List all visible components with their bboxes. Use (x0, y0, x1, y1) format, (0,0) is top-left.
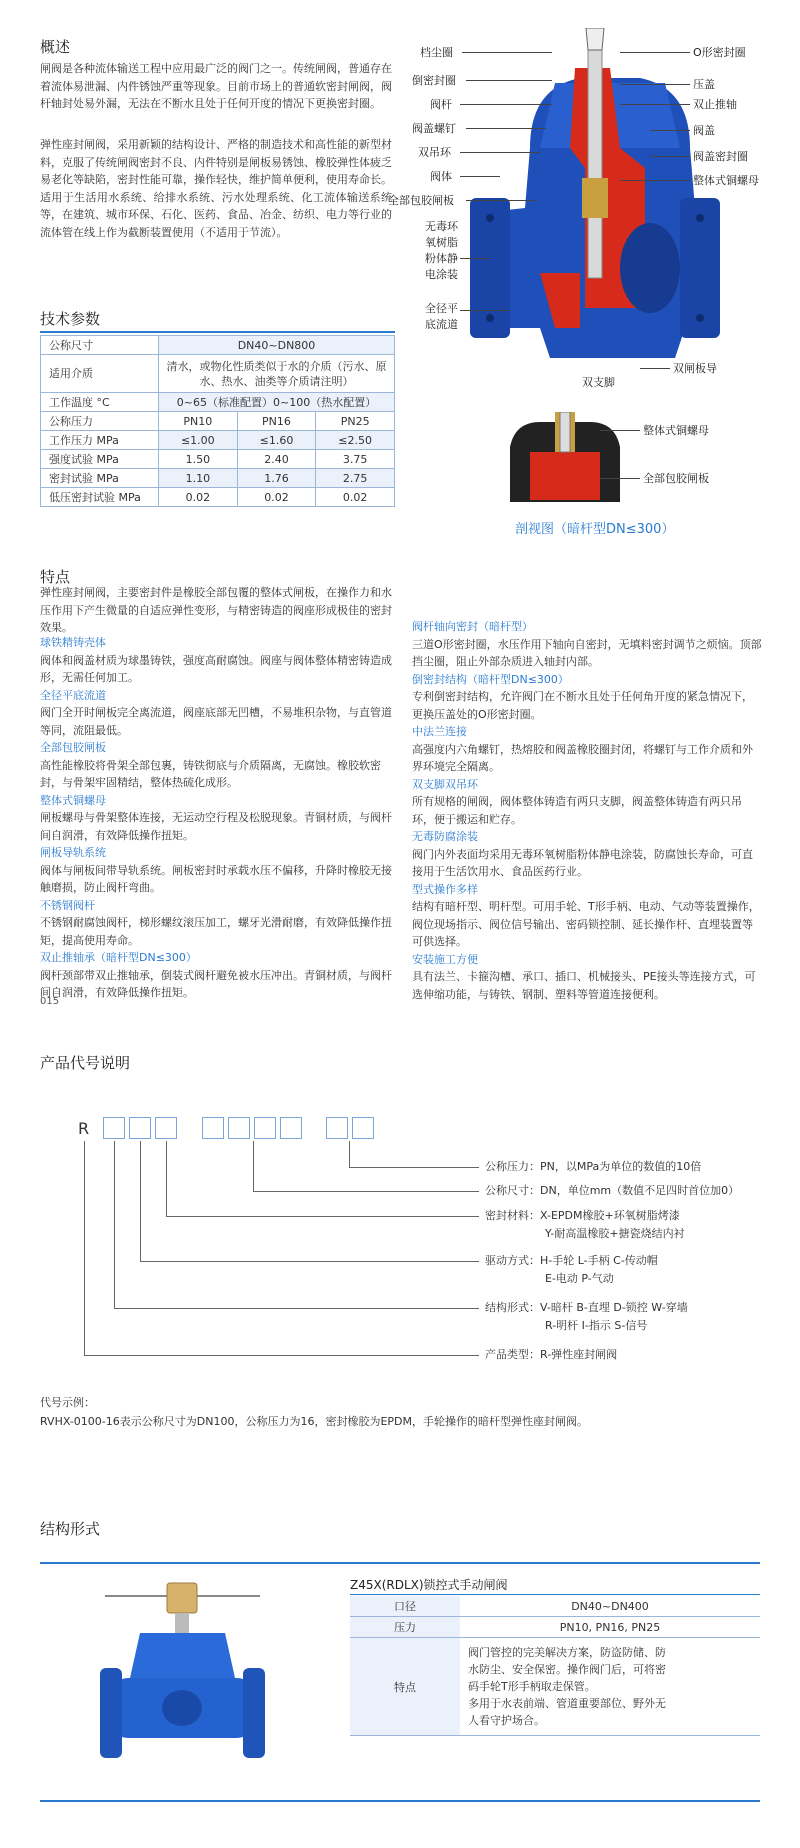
specs-cell: 1.10 (159, 469, 238, 488)
code-connector (140, 1141, 141, 1261)
valve-cutaway-illustration (470, 28, 720, 388)
feature-heading: 阀杆轴向密封（暗杆型） (412, 620, 533, 633)
code-legend-row: 产品类型：R-弹性座封闸阀 (485, 1348, 618, 1361)
specs-cell: PN25 (316, 412, 395, 431)
callout-label: 双吊环 (418, 146, 451, 159)
callout-label: 阀盖密封圈 (693, 150, 748, 163)
specs-label: 低压密封试验 MPa (41, 488, 159, 507)
specs-cell: 0~65（标准配置）0~100（热水配置） (159, 393, 395, 412)
callout-label: 电涂装 (425, 268, 458, 281)
feature-text: 高强度内六角螺钉，热熔胶和阀盖橡胶圈封闭，将螺钉与工作介质和外界环境完全隔离。 (412, 742, 753, 773)
code-box (254, 1117, 276, 1139)
specs-label: 强度试验 MPa (41, 450, 159, 469)
section-view-illustration (505, 412, 625, 512)
specs-row (41, 450, 395, 469)
model-key: 口径 (350, 1596, 460, 1617)
feature-text: 所有规格的闸阀，阀体整体铸造有两只支脚，阀盖整体铸造有两只吊环，便于搬运和贮存。 (412, 795, 742, 826)
callout-leader (650, 130, 690, 131)
callout-leader (460, 104, 552, 105)
code-legend-row: 结构形式：V-暗杆 B-直埋 D-锁控 W-穿墙 (485, 1301, 688, 1314)
page-number: 015 (40, 996, 60, 1007)
locking-gate-valve-illustration (95, 1568, 270, 1768)
feature-heading: 型式操作多样 (412, 882, 478, 896)
feature-text: 阀体和阀盖材质为球墨铸铁，强度高耐腐蚀。阀座与阀体整体精密铸造成形，无需任何加工。 (40, 653, 392, 684)
specs-cell: DN40~DN800 (159, 336, 395, 355)
specs-label: 工作压力 MPa (41, 431, 159, 450)
specs-label: 适用介质 (41, 355, 159, 393)
code-title: 产品代号说明 (40, 1054, 131, 1072)
callout-leader (640, 368, 670, 369)
model-row (350, 1638, 760, 1736)
model-feature-line: 人看守护场合。 (468, 1714, 545, 1727)
feature-text: 专利倒密封结构，允许阀门在不断水且处于任何角开度的紧急情况下，更换压盖处的O形密封圈。 (412, 690, 753, 721)
code-connector (84, 1141, 85, 1355)
overview-paragraph-1: 闸阀是各种流体输送工程中应用最广泛的阀门之一。传统闸阀，普通存在着流体易泄漏、内件锈蚀严重等现象。目前市场上的普通软密封闸阀，阀杆轴封处易外漏，无法在不断水且处于任何开度的情况下更换密封圈。 (40, 62, 392, 110)
feature-text: 具有法兰、卡箍沟槽、承口、插口、机械接头、PE接头等连接方式，可选伸缩功能，与铸铁、钢制、塑料等管道连接便利。 (412, 970, 756, 1001)
specs-row (41, 355, 395, 393)
feature-heading: 倒密封结构（暗杆型DN≤300） (412, 672, 569, 686)
feature-heading: 双止推轴承（暗杆型DN≤300） (40, 951, 197, 964)
specs-cell: PN16 (237, 412, 316, 431)
overview-title: 概述 (40, 38, 71, 56)
code-legend-row: 密封材料：X-EPDM橡胶+环氧树脂烤漆 (485, 1209, 680, 1222)
code-connector (349, 1141, 350, 1167)
callout-leader (600, 478, 640, 479)
feature-text: 不锈钢耐腐蚀阀杆，梯形螺纹滚压加工，螺牙光滑耐磨，有效降低操作扭矩，提高使用寿命。 (40, 916, 392, 947)
diagram-caption: 剖视图（暗杆型DN≤300） (515, 522, 675, 537)
structure-title: 结构形式 (40, 1520, 101, 1538)
model-key: 特点 (350, 1638, 460, 1736)
specs-label: 公称尺寸 (41, 336, 159, 355)
callout-label: 压盖 (693, 78, 715, 91)
code-connector (166, 1141, 167, 1216)
model-feature-line: 多用于水表前端、管道重要部位、野外无 (468, 1697, 666, 1710)
code-connector (114, 1141, 115, 1308)
callout-leader (620, 104, 690, 105)
callout-leader (650, 156, 690, 157)
feature-heading: 全径平底流道 (40, 688, 106, 702)
code-box (155, 1117, 177, 1139)
callout-label: 双闸板导 (673, 362, 717, 375)
callout-label: 阀盖 (693, 124, 715, 137)
code-connector (349, 1167, 479, 1168)
callout-leader (620, 84, 690, 85)
callout-label: 双支脚 (582, 376, 615, 389)
model-table (350, 1596, 760, 1736)
model-feature-line: 码手轮T形手柄取走保管。 (468, 1680, 596, 1693)
code-box (103, 1117, 125, 1139)
callout-label: 全径平 (425, 302, 458, 315)
callout-label: 阀盖螺钉 (412, 122, 456, 135)
specs-cell: 0.02 (316, 488, 395, 507)
feature-heading: 双支脚双吊环 (412, 777, 478, 791)
code-legend-row: 公称尺寸：DN，单位mm（数值不足四时首位加0） (485, 1184, 740, 1197)
specs-cell: 3.75 (316, 450, 395, 469)
specs-cell: 2.75 (316, 469, 395, 488)
specs-rule (40, 331, 395, 333)
specs-cell: ≤1.60 (237, 431, 316, 450)
feature-heading: 全部包胶闸板 (40, 741, 106, 754)
specs-row (41, 469, 395, 488)
specs-cell: 1.50 (159, 450, 238, 469)
code-connector (253, 1191, 479, 1192)
model-feature-line: 阀门管控的完美解决方案，防盗防储、防 (468, 1646, 666, 1659)
callout-leader (462, 52, 552, 53)
code-box (129, 1117, 151, 1139)
overview-paragraph-2: 弹性座封闸阀，采用新颖的结构设计、严格的制造技术和高性能的新型材料，克服了传统闸阀密封不良、内件特别是闸板易锈蚀、橡胶弹性体疲乏易老化等缺陷，密封性能可靠，操作轻快，维护简单便利，使用寿命长。适用于生活用水系统、给排水系统、污水处理系统、化工流体输送系统等，在建筑、城市环保、石化、医药、食品、冶金、纺织、电力等行业的流体管在线上作为截断装置使用（不适用于节流）。 (40, 138, 392, 239)
callout-label: 整体式铜螺母 (693, 174, 759, 187)
model-value: DN40~DN400 (460, 1596, 760, 1617)
model-rule (350, 1594, 760, 1595)
code-legend-row: 驱动方式：H-手轮 L-手柄 C-传动帽 (485, 1254, 658, 1267)
structure-top-rule (40, 1562, 760, 1564)
features-intro: 弹性座封闸阀，主要密封件是橡胶全部包覆的整体式闸板，在操作力和水压作用下产生微量的自适应弹性变形，与精密铸造的阀座形成极佳的密封效果。 (40, 586, 392, 634)
feature-heading: 整体式铜螺母 (40, 793, 106, 807)
code-connector (166, 1216, 479, 1217)
callout-leader (466, 80, 552, 81)
specs-row (41, 431, 395, 450)
feature-heading: 不锈钢阀杆 (40, 898, 95, 912)
code-box (280, 1117, 302, 1139)
feature-heading: 安装施工方便 (412, 952, 478, 966)
specs-label: 密封试验 MPa (41, 469, 159, 488)
code-connector (140, 1261, 479, 1262)
callout-label: 氧树脂 (425, 236, 458, 249)
callout-leader (460, 152, 540, 153)
specs-row (41, 393, 395, 412)
specs-cell: PN10 (159, 412, 238, 431)
specs-label: 公称压力 (41, 412, 159, 431)
callout-leader (466, 128, 546, 129)
feature-text: 阀体与闸板间带导轨系统。闸板密封时承载水压不偏移，升降时橡胶无接触磨损，防止阀杆弯曲。 (40, 863, 392, 894)
feature-heading: 中法兰连接 (412, 725, 467, 738)
specs-row (41, 336, 395, 355)
structure-bottom-rule (40, 1800, 760, 1802)
code-legend-row: Y-耐高温橡胶+搪瓷烧结内衬 (545, 1227, 685, 1240)
specs-cell: 2.40 (237, 450, 316, 469)
model-key: 压力 (350, 1617, 460, 1638)
callout-leader (620, 52, 690, 53)
code-box (352, 1117, 374, 1139)
callout-label: 底流道 (425, 318, 458, 331)
callout-leader (620, 180, 690, 181)
model-row (350, 1596, 760, 1617)
callout-leader (466, 200, 536, 201)
callout-label: 全部包胶闸板 (388, 194, 454, 207)
feature-text: 阀门全开时闸板完全离流道，阀座底部无凹槽，不易堆积杂物，与直管道等同，流阻最低。 (40, 706, 392, 737)
callout-leader (600, 430, 640, 431)
specs-row (41, 412, 395, 431)
feature-heading: 无毒防腐涂装 (412, 830, 478, 843)
code-connector (253, 1141, 254, 1191)
specs-cell: 1.76 (237, 469, 316, 488)
code-connector (114, 1308, 479, 1309)
callout-label: 全部包胶闸板 (643, 472, 709, 485)
callout-label: 双止推轴 (693, 98, 737, 111)
callout-leader (460, 310, 510, 311)
code-box (228, 1117, 250, 1139)
model-feature-line: 水防尘、安全保密。操作阀门后，可将密 (468, 1663, 666, 1676)
code-box (202, 1117, 224, 1139)
callout-label: 粉体静 (425, 252, 458, 265)
specs-cell: 0.02 (237, 488, 316, 507)
specs-row (41, 488, 395, 507)
callout-leader (460, 176, 500, 177)
code-connector (84, 1355, 479, 1356)
code-example: RVHX-0100-16表示公称尺寸为DN100，公称压力为16，密封橡胶为EPDM，手轮操作的暗杆型弹性座封闸阀。 (40, 1415, 588, 1428)
callout-leader (460, 258, 490, 259)
code-prefix: R (78, 1119, 90, 1138)
code-box (326, 1117, 348, 1139)
features-left-column (40, 634, 392, 1002)
feature-text: 闸板螺母与骨架整体连接，无运动空行程及松脱现象。青铜材质，与阀杆间自润滑，有效降低操作扭矩。 (40, 811, 392, 842)
specs-table (40, 335, 395, 507)
specs-title: 技术参数 (40, 310, 101, 328)
features-right-column (412, 618, 762, 1003)
callout-label: O形密封圈 (693, 46, 746, 59)
specs-cell: 清水，或物化性质类似于水的介质（污水、原水、热水、油类等介质请注明） (159, 355, 395, 393)
model-title: Z45X(RDLX)锁控式手动闸阀 (350, 1578, 508, 1592)
callout-label: 整体式铜螺母 (643, 424, 709, 437)
feature-text: 阀门内外表面均采用无毒环氧树脂粉体静电涂装，防腐蚀长寿命，可直接用于生活饮用水、食品医药行业。 (412, 847, 753, 878)
model-row (350, 1617, 760, 1638)
callout-label: 阀杆 (430, 98, 452, 111)
feature-heading: 闸板导轨系统 (40, 846, 106, 859)
specs-label: 工作温度 °C (41, 393, 159, 412)
feature-heading: 球铁精铸壳体 (40, 636, 106, 649)
callout-label: 无毒环 (425, 220, 458, 233)
model-feature-text (460, 1638, 760, 1736)
code-legend-row: R-明杆 I-指示 S-信号 (545, 1319, 648, 1332)
specs-cell: 0.02 (159, 488, 238, 507)
code-legend-row: E-电动 P-气动 (545, 1272, 614, 1285)
feature-text: 结构有暗杆型、明杆型。可用手轮、T形手柄、电动、气动等装置操作，阀位现场指示、阀位信号输出、密码锁控制、延长操作杆、直埋装置等可供选择。 (412, 900, 760, 948)
specs-cell: ≤1.00 (159, 431, 238, 450)
features-title: 特点 (40, 568, 71, 586)
callout-label: 档尘圈 (420, 46, 453, 59)
code-example-label: 代号示例： (40, 1396, 95, 1409)
callout-label: 阀体 (430, 170, 452, 183)
specs-cell: ≤2.50 (316, 431, 395, 450)
model-value: PN10, PN16, PN25 (460, 1617, 760, 1638)
feature-text: 高性能橡胶将骨架全部包裹，铸铁彻底与介质隔离，无腐蚀。橡胶软密封，与骨架牢固精结，整体热硫化成形。 (40, 758, 381, 789)
callout-label: 倒密封圈 (412, 74, 456, 87)
feature-text: 三道O形密封圈，水压作用下轴向自密封，无填料密封调节之烦恼。顶部挡尘圈，阻止外部杂质进入轴封内部。 (412, 637, 762, 668)
feature-text: 阀杆颈部带双止推轴承，倒装式阀杆避免被水压冲出。青铜材质，与阀杆间自润滑，有效降低操作扭矩。 (40, 968, 392, 999)
code-legend-row: 公称压力：PN，以MPa为单位的数值的10倍 (485, 1160, 702, 1173)
